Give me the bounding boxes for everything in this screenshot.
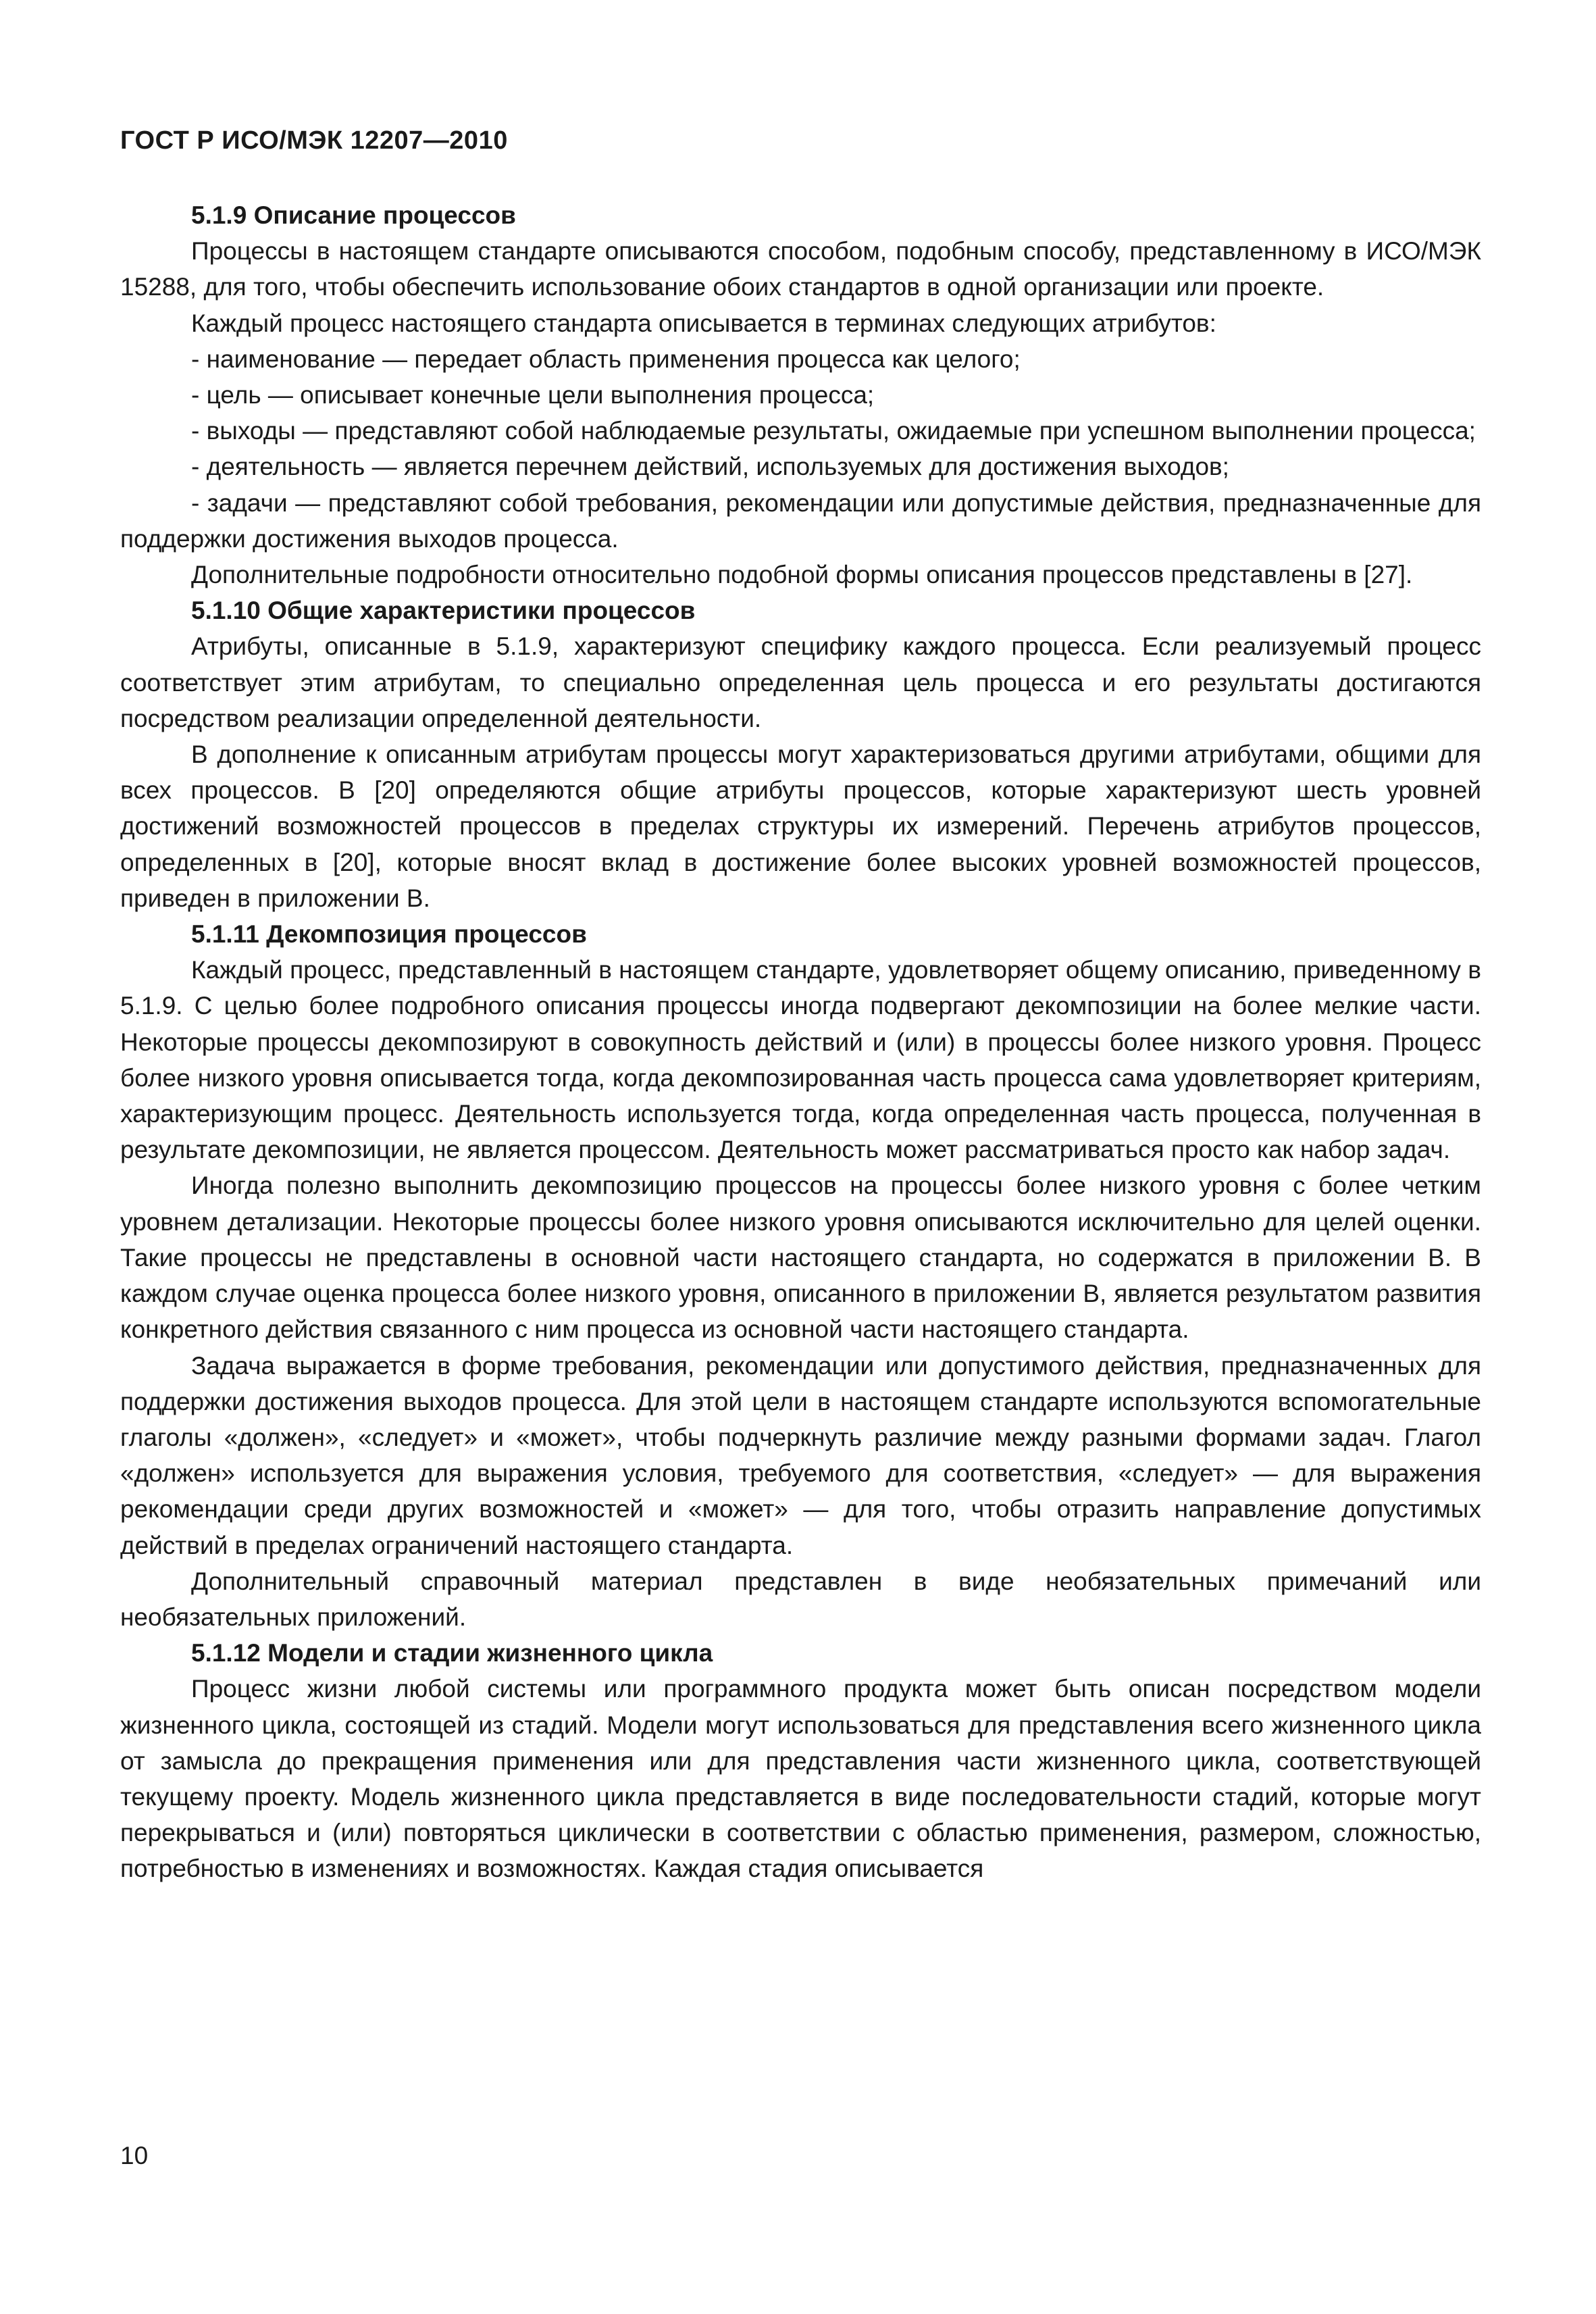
paragraph: Процессы в настоящем стандарте описываются способом, подобным способу, представленному в ИСО/МЭК 15288, для того, чтобы обеспечить использование обоих стандартов в одной организации или проекте. xyxy=(120,237,1481,301)
paragraph: Каждый процесс настоящего стандарта описывается в терминах следующих атрибутов: xyxy=(191,309,1216,337)
document-body xyxy=(120,197,1481,1887)
section-heading-5-1-10: 5.1.10 Общие характеристики процессов xyxy=(191,597,696,625)
list-item: - выходы — представляют собой наблюдаемые результаты, ожидаемые при успешном выполнении процесса; xyxy=(191,417,1476,445)
paragraph: Дополнительный справочный материал представлен в виде необязательных примечаний или необязательных приложений. xyxy=(120,1567,1481,1631)
standard-header: ГОСТ Р ИСО/МЭК 12207—2010 xyxy=(120,126,508,155)
section-heading-5-1-12: 5.1.12 Модели и стадии жизненного цикла xyxy=(191,1639,713,1667)
section-heading-5-1-11: 5.1.11 Декомпозиция процессов xyxy=(191,920,587,949)
list-item: - наименование — передает область применения процесса как целого; xyxy=(191,345,1021,373)
paragraph: Атрибуты, описанные в 5.1.9, характеризуют специфику каждого процесса. Если реализуемый процесс соответствует этим атрибутам, то специально определенная цель процесса и его результаты достигаются посредством реализации определенной деятельности. xyxy=(120,632,1481,732)
paragraph: Задача выражается в форме требования, рекомендации или допустимого действия, предназначенных для поддержки достижения выходов процесса. Для этой цели в настоящем стандарте используются вспомогательные глаголы «должен», «следует» и «может», чтобы подчеркнуть различие между разными формами задач. Глагол «должен» используется для выражения условия, требуемого для соответствия, «следует» — для выражения рекомендации среди других возможностей и «может» — для того, чтобы отразить направление допустимых действий в пределах ограничений настоящего стандарта. xyxy=(120,1351,1481,1559)
list-item: - деятельность — является перечнем действий, используемых для достижения выходов; xyxy=(191,453,1229,481)
paragraph: В дополнение к описанным атрибутам процессы могут характеризоваться другими атрибутами, общими для всех процессов. В [20] определяются общие атрибуты процессов, которые характеризуют шесть уровней достижений возможностей процессов в пределах структуры их измерений. Перечень атрибутов процессов, определенных в [20], которые вносят вклад в достижение более высоких уровней возможностей процессов, приведен в приложении В. xyxy=(120,740,1481,912)
paragraph: Каждый процесс, представленный в настоящем стандарте, удовлетворяет общему описанию, приведенному в 5.1.9. С целью более подробного описания процессы иногда подвергают декомпозиции на более мелкие части. Некоторые процессы декомпозируют в совокупность действий и (или) в процессы более низкого уровня. Процесс более низкого уровня описывается тогда, когда декомпозированная часть процесса сама удовлетворяет критериям, характеризующим процесс. Деятельность используется тогда, когда определенная часть процесса, полученная в результате декомпозиции, не является процессом. Деятельность может рассматриваться просто как набор задач. xyxy=(120,956,1481,1164)
list-item: - цель — описывает конечные цели выполнения процесса; xyxy=(191,381,875,409)
paragraph: Иногда полезно выполнить декомпозицию процессов на процессы более низкого уровня с более четким уровнем детализации. Некоторые процессы более низкого уровня описываются исключительно для целей оценки. Такие процессы не представлены в основной части настоящего стандарта, но содержатся в приложении В. В каждом случае оценка процесса более низкого уровня, описанного в приложении В, является результатом развития конкретного действия связанного с ним процесса из основной части настоящего стандарта. xyxy=(120,1172,1481,1344)
page-number: 10 xyxy=(120,2142,149,2169)
section-heading-5-1-9: 5.1.9 Описание процессов xyxy=(191,201,516,229)
paragraph: Процесс жизни любой системы или программного продукта может быть описан посредством модели жизненного цикла, состоящей из стадий. Модели могут использоваться для представления всего жизненного цикла от замысла до прекращения применения или для представления части жизненного цикла, соответствующей текущему проекту. Модель жизненного цикла представляется в виде последовательности стадий, которые могут перекрываться и (или) повторяться циклически в соответствии с областью применения, размером, сложностью, потребностью в изменениях и возможностях. Каждая стадия описывается xyxy=(120,1675,1481,1883)
paragraph: Дополнительные подробности относительно подобной формы описания процессов представлены в [27]. xyxy=(191,561,1413,589)
list-item: - задачи — представляют собой требования, рекомендации или допустимые действия, предназначенные для поддержки достижения выходов процесса. xyxy=(120,488,1481,553)
